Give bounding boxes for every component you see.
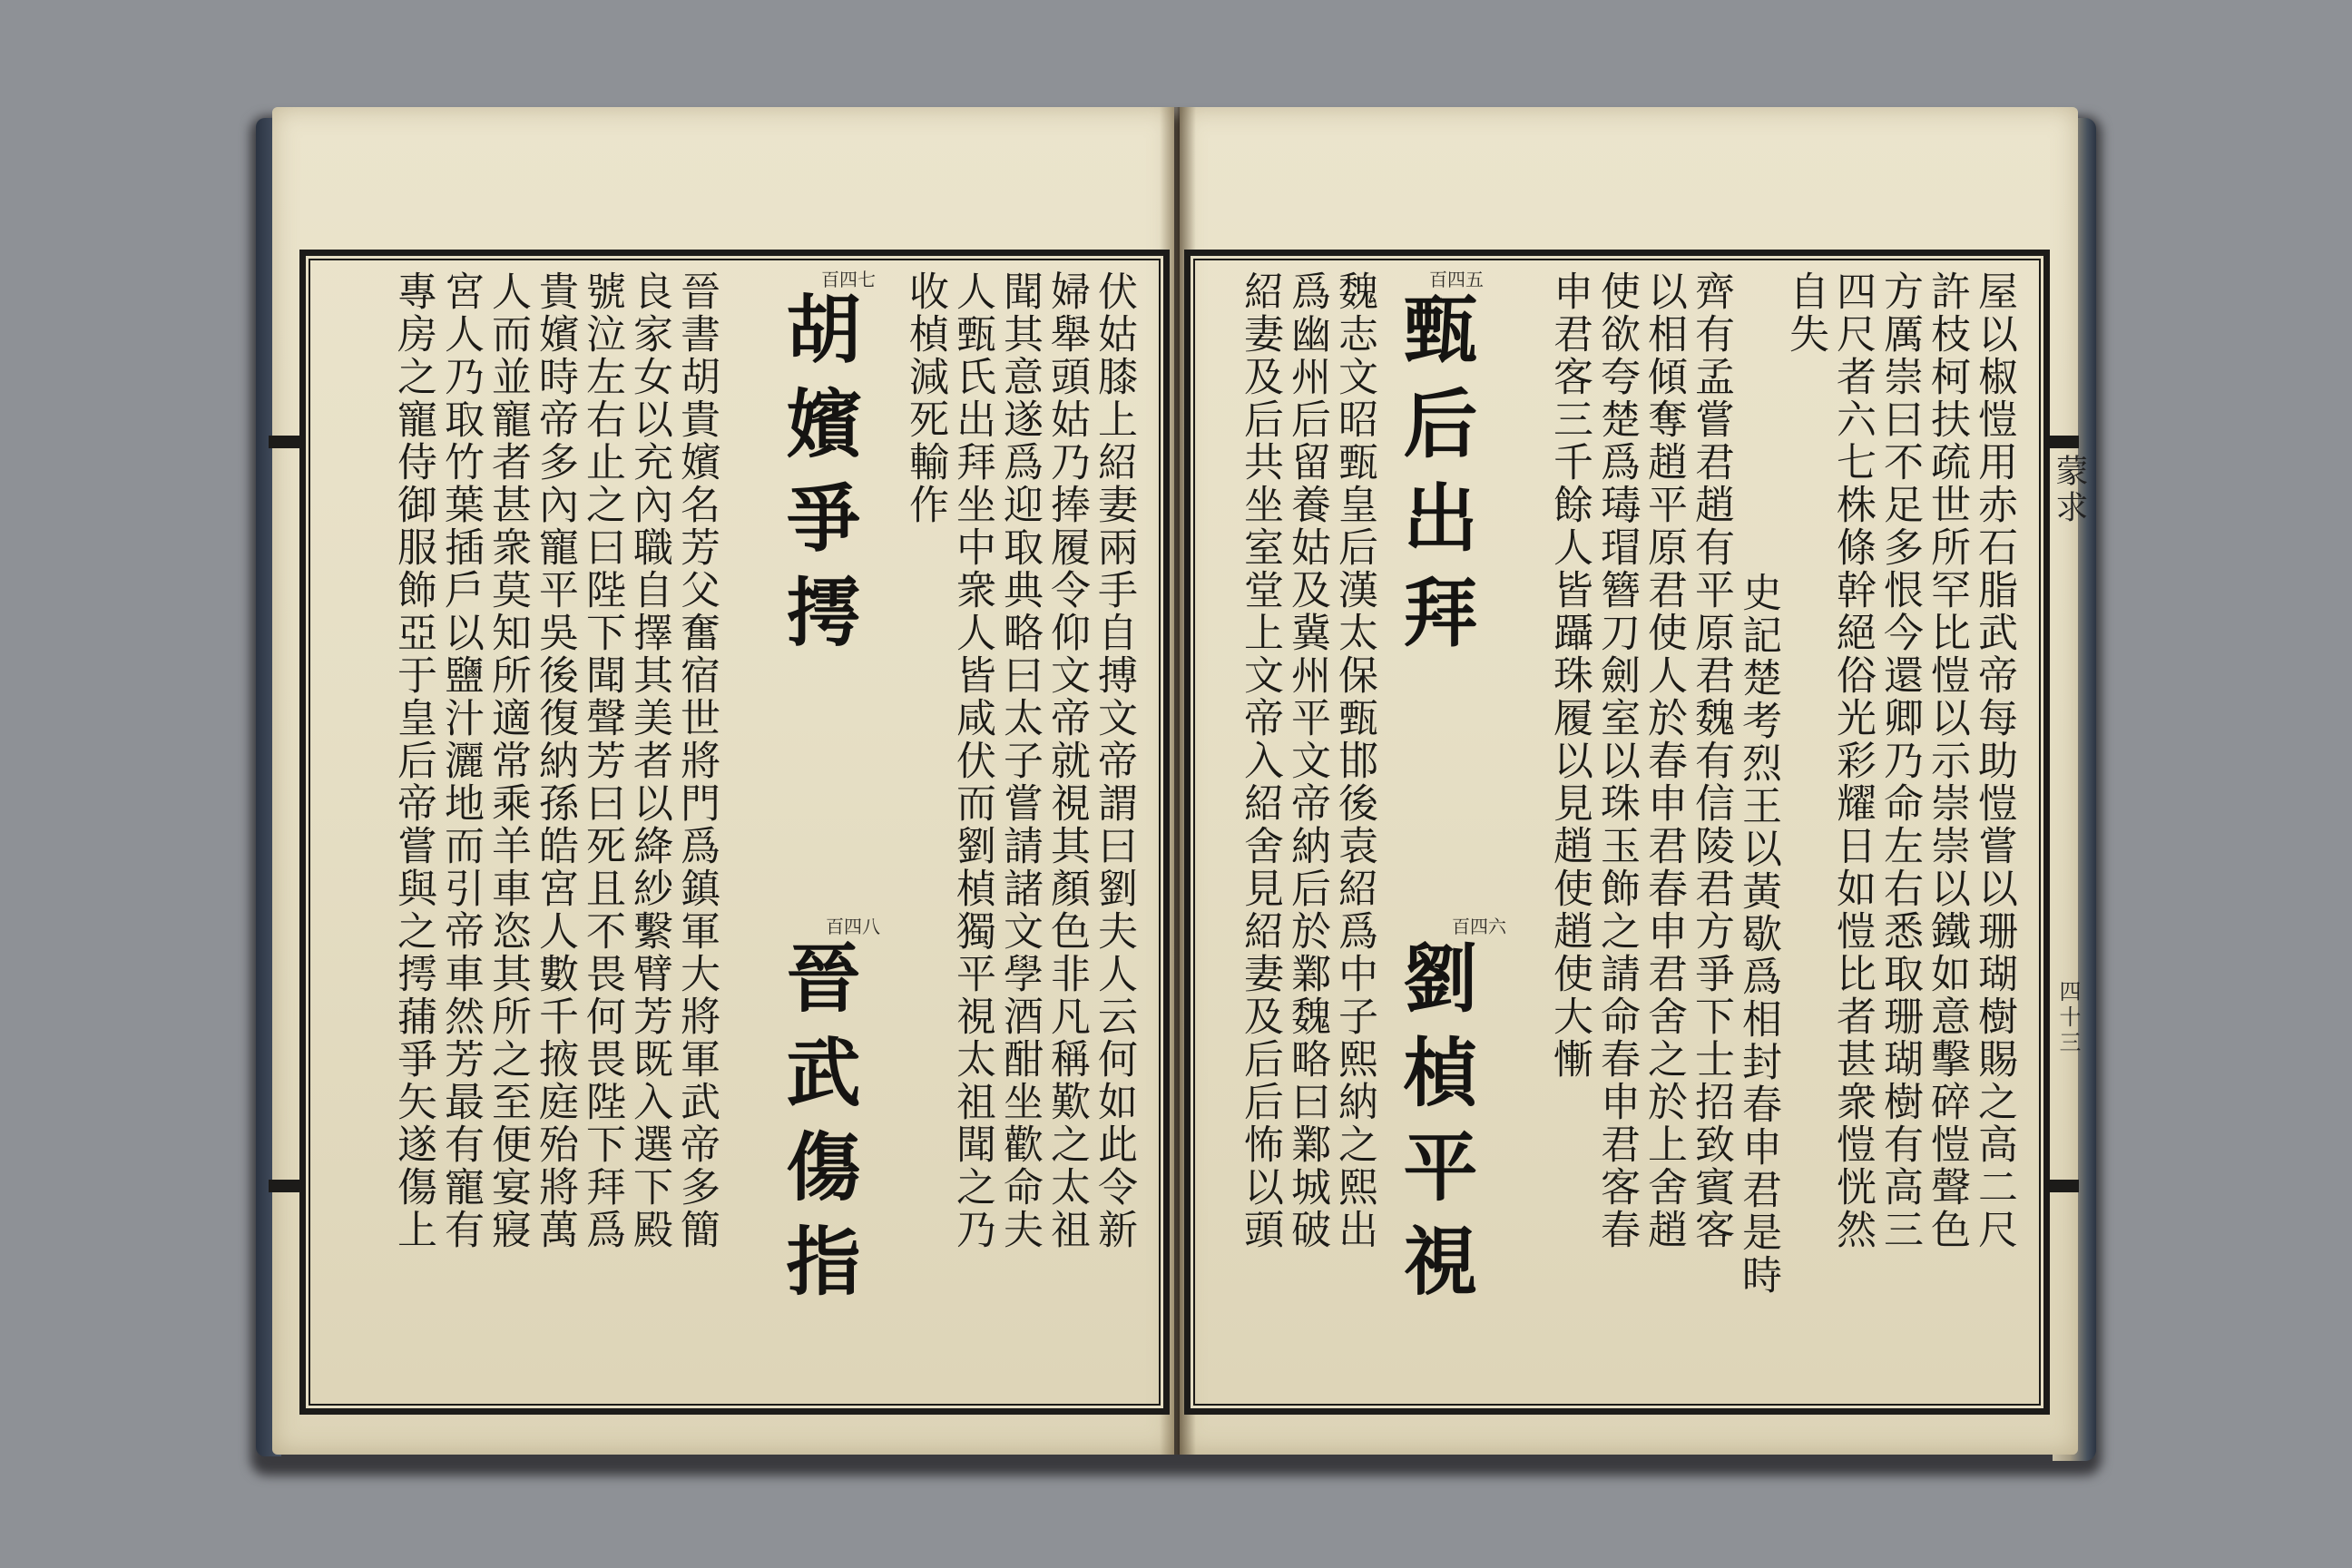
right-col-2: 許枝柯扶疏世所罕比愷以示崇崇以鐵如意擊碎愷聲色 [1924,270,1970,1251]
right-col-11: 魏志文昭甄皇后漢太保甄邯後袁紹爲中子熙納之熙出 [1331,270,1377,1251]
left-col-8: 號泣左右止之曰陛下聞聲芳曰死且不畏何畏陛下拜爲 [579,270,625,1251]
page-edge-label: 蒙求 [2051,454,2088,526]
right-col-8: 以相傾奪趙平原君使人於春申君春申君舍之於上舍趙 [1641,270,1687,1251]
left-col-3: 聞其意遂爲迎取典略曰太子嘗請諸文學酒酣坐歡命夫 [996,270,1043,1251]
left-col-12: 專房之寵侍御服飾亞于皇后帝嘗與之摴蒱爭矢遂傷上 [390,270,436,1251]
entry-number-145: 百四五 [1429,269,1484,290]
left-col-2: 婦舉頭姑乃捧履令仰文帝就視其顏色非凡稱歎之太祖 [1044,270,1090,1251]
right-col-13: 紹妻及后共坐室堂上文帝入紹舍見紹妻及后后怖以頭 [1237,270,1283,1251]
entry-title-148: 晉武傷指 [774,939,861,1317]
right-col-6: 史記楚考烈王以黃歇爲相封春申君是時 [1735,572,1781,1297]
left-col-7: 良家女以充內職自擇其美者以絳紗繫臂芳既入選下殿 [626,270,672,1251]
left-col-10: 人而並寵者甚衆莫知所適常乘羊車恣其所之至便宴寢 [485,270,531,1251]
right-col-1: 屋以椒愷用赤石脂武帝每助愷嘗以珊瑚樹賜之高二尺 [1971,270,2017,1251]
entry-title-147: 胡嬪爭摴 [774,290,861,668]
entry-number-146: 百四六 [1452,916,1506,937]
entry-title-146: 劉楨平視 [1391,939,1478,1317]
entry-number-147: 百四七 [821,269,876,290]
entry-title-145: 甄后出拜 [1391,290,1478,668]
right-col-10: 申君客三千餘人皆躡珠履以見趙使趙使大慚 [1546,270,1592,1081]
right-col-3: 方厲崇曰不足多恨今還卿乃命左右悉取珊瑚樹有高三 [1877,270,1923,1251]
left-edge-mark-bottom [269,1180,301,1192]
right-col-9: 使欲夸楚爲瑇瑁簪刀劍室以珠玉飾之請命春申君客春 [1593,270,1640,1251]
right-col-7: 齊有孟嘗君趙有平原君魏有信陵君方爭下士招致賓客 [1688,270,1734,1251]
left-col-11: 宮人乃取竹葉插戶以鹽汁灑地而引帝車然芳最有寵有 [437,270,484,1251]
edge-mark-top [2046,436,2079,448]
right-col-5: 自失 [1782,270,1828,356]
page-edge-folio: 四十三 [2055,980,2081,1056]
left-col-6: 晉書胡貴嬪名芳父奮宿世將門爲鎮軍大將軍武帝多簡 [673,270,720,1251]
left-edge-mark-top [269,436,301,448]
right-col-12: 爲幽州后留養姑及冀州平文帝納后於鄴魏略曰鄴城破 [1284,270,1330,1251]
left-col-9: 貴嬪時帝多內寵平吳後復納孫皓宮人數千掖庭殆將萬 [532,270,578,1251]
left-col-4: 人甄氏出拜坐中衆人皆咸伏而劉楨獨平視太祖聞之乃 [949,270,995,1251]
right-col-4: 四尺者六七株條幹絕俗光彩耀日如愷比者甚衆愷恍然 [1829,270,1876,1251]
edge-mark-bottom [2046,1180,2079,1192]
entry-number-148: 百四八 [826,916,880,937]
left-col-1: 伏姑膝上紹妻兩手自搏文帝謂曰劉夫人云何如此令新 [1091,270,1137,1251]
left-col-5: 收楨減死輸作 [902,270,948,526]
